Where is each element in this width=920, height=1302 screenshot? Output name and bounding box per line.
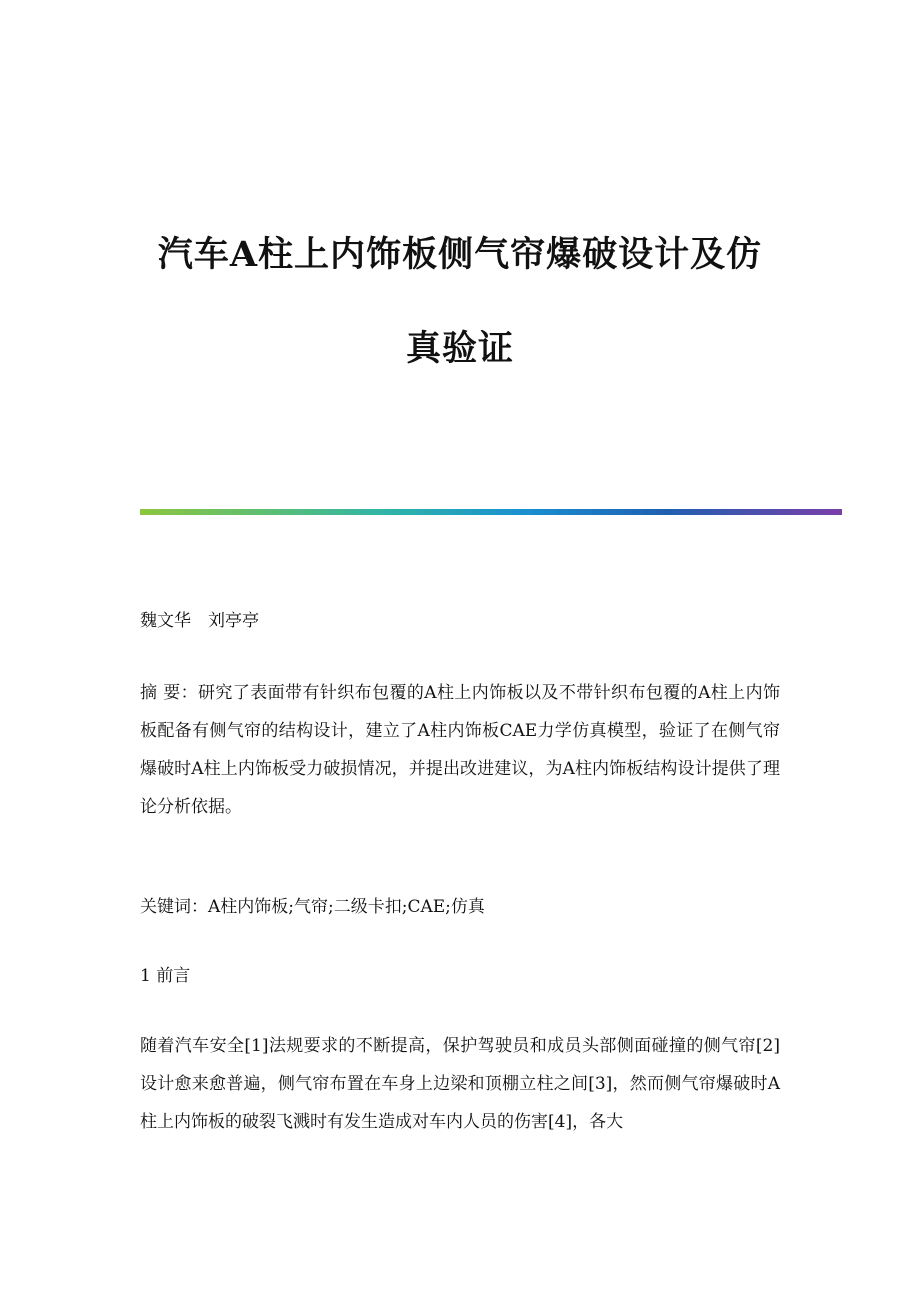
keywords: 关键词：A柱内饰板;气帘;二级卡扣;CAE;仿真 — [140, 897, 485, 917]
section-heading: 1 前言 — [140, 966, 191, 986]
body-paragraph: 随着汽车安全[1]法规要求的不断提高，保护驾驶员和成员头部侧面碰撞的侧气帘[2]设计愈来愈普遍，侧气帘布置在车身上边梁和顶棚立柱之间[3]，然而侧气帘爆破时A柱上内饰板的破裂飞溅时有发生造成对车内人员的伤害[4]，各大 — [140, 1036, 780, 1132]
paper-title-line-1: 汽车A柱上内饰板侧气帘爆破设计及仿 — [157, 234, 763, 275]
authors: 魏文华 刘亭亭 — [140, 611, 259, 631]
paper-title-line-2: 真验证 — [405, 328, 514, 369]
gradient-divider — [140, 509, 842, 515]
abstract: 摘 要：研究了表面带有针织布包覆的A柱上内饰板以及不带针织布包覆的A柱上内饰板配备有侧气帘的结构设计，建立了A柱内饰板CAE力学仿真模型，验证了在侧气帘爆破时A柱上内饰板受力破损情况，并提出改进建议，为A柱内饰板结构设计提供了理论分析依据。 — [140, 683, 780, 817]
